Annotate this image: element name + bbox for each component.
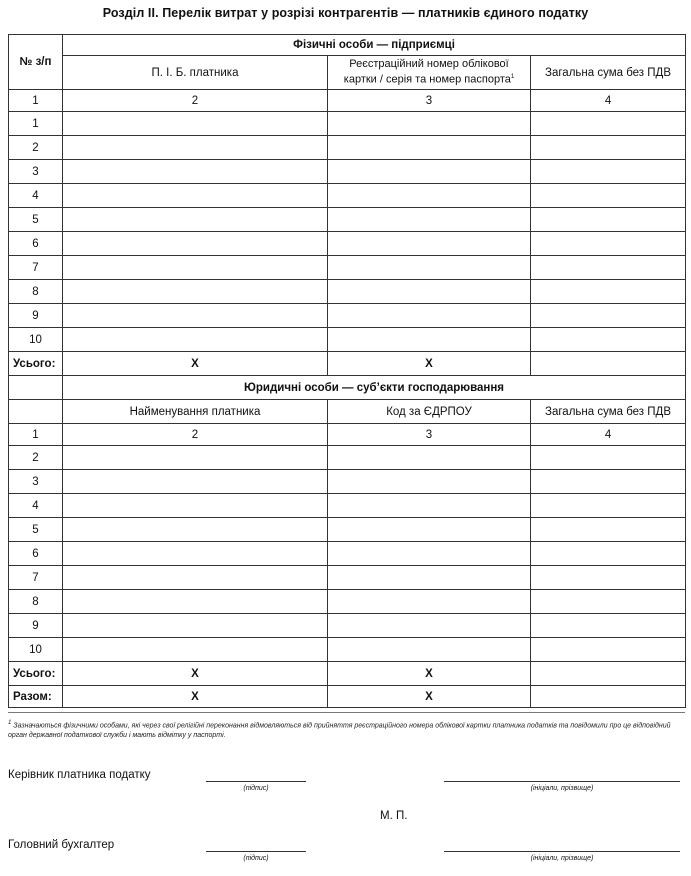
col-number-header: № з/п (9, 35, 63, 90)
sum-cell[interactable] (531, 112, 686, 136)
payer-cell[interactable] (63, 566, 328, 590)
row-number: 5 (9, 208, 63, 232)
row-number: 9 (9, 304, 63, 328)
payer-cell[interactable] (63, 494, 328, 518)
sum-cell[interactable] (531, 518, 686, 542)
accountant-signature-line[interactable] (206, 851, 306, 852)
edrpou-code-cell[interactable] (328, 518, 531, 542)
section2-title: Юридичні особи — суб’єкти господарювання (63, 376, 686, 400)
section1-total-row (9, 352, 686, 376)
grand-total-x-cell: Х (328, 686, 531, 708)
table-row (9, 470, 686, 494)
sum-cell[interactable] (531, 542, 686, 566)
sum-cell[interactable] (531, 638, 686, 662)
section2-index-row (9, 424, 686, 446)
table-row (9, 256, 686, 280)
edrpou-code-cell[interactable] (328, 566, 531, 590)
registration-number-cell[interactable] (328, 184, 531, 208)
row-number: 10 (9, 328, 63, 352)
sum-cell[interactable] (531, 614, 686, 638)
payer-cell[interactable] (63, 542, 328, 566)
edrpou-code-cell[interactable] (328, 614, 531, 638)
index-cell: 3 (328, 90, 531, 112)
payer-cell[interactable] (63, 232, 328, 256)
stamp-placeholder: М. П. (380, 810, 408, 822)
signature-caption: (підпис) (243, 785, 269, 792)
footnote (8, 718, 678, 741)
sum-cell[interactable] (531, 446, 686, 470)
grand-total-label: Разом: (9, 686, 63, 708)
row-number: 8 (9, 280, 63, 304)
grand-total-sum-cell[interactable] (531, 686, 686, 708)
row-number: 2 (9, 136, 63, 160)
grand-total-row (9, 686, 686, 708)
section1-header-row (9, 35, 686, 56)
table-row (9, 280, 686, 304)
row-number: 6 (9, 232, 63, 256)
sum-cell[interactable] (531, 470, 686, 494)
total-x-cell: Х (63, 662, 328, 686)
row-number: 8 (9, 590, 63, 614)
payer-cell[interactable] (63, 160, 328, 184)
index-cell: 4 (531, 90, 686, 112)
head-signature-line[interactable] (206, 781, 306, 782)
registration-number-cell[interactable] (328, 136, 531, 160)
payer-cell[interactable] (63, 518, 328, 542)
initials-caption: (ініціали, прізвище) (530, 855, 594, 862)
section2-number-cell (9, 400, 63, 424)
table-body (9, 35, 686, 708)
row-number: 2 (9, 446, 63, 470)
registration-number-cell[interactable] (328, 328, 531, 352)
sum-cell[interactable] (531, 136, 686, 160)
col-reg-line1: Реєстраційний номер облікової (349, 58, 509, 71)
section2-columns-row (9, 400, 686, 424)
row-number: 3 (9, 160, 63, 184)
index-cell: 2 (63, 424, 328, 446)
section2-header-row (9, 376, 686, 400)
col-total-sum-header: Загальна сума без ПДВ (531, 400, 686, 424)
registration-number-cell[interactable] (328, 304, 531, 328)
accountant-initials-line[interactable] (444, 851, 680, 852)
table-row (9, 590, 686, 614)
footnote-separator (8, 712, 685, 713)
payer-cell[interactable] (63, 280, 328, 304)
col-reg-line2: картки / серія та номер паспорта (343, 73, 511, 86)
edrpou-code-cell[interactable] (328, 446, 531, 470)
registration-number-cell[interactable] (328, 160, 531, 184)
row-number: 4 (9, 494, 63, 518)
sum-cell[interactable] (531, 304, 686, 328)
col-payer-name-header: П. І. Б. платника (63, 56, 328, 90)
table-row (9, 566, 686, 590)
sum-cell[interactable] (531, 208, 686, 232)
footnote-number: 1 (8, 720, 12, 726)
index-cell: 2 (63, 90, 328, 112)
table-row (9, 614, 686, 638)
payer-cell[interactable] (63, 256, 328, 280)
section1-title: Фізичні особи — підприємці (63, 35, 686, 56)
total-x-cell: Х (328, 352, 531, 376)
registration-number-cell[interactable] (328, 112, 531, 136)
edrpou-code-cell[interactable] (328, 494, 531, 518)
sum-cell[interactable] (531, 256, 686, 280)
payer-cell[interactable] (63, 614, 328, 638)
index-cell: 1 (9, 90, 63, 112)
row-number: 10 (9, 638, 63, 662)
row-number: 5 (9, 518, 63, 542)
table-row (9, 518, 686, 542)
section2-number-cell (9, 376, 63, 400)
head-signature-label: Керівник платника податку (8, 769, 151, 781)
payer-cell[interactable] (63, 208, 328, 232)
payer-cell[interactable] (63, 590, 328, 614)
row-number: 7 (9, 566, 63, 590)
section-title: Розділ ІІ. Перелік витрат у розрізі контрагентів — платників єдиного податку (102, 6, 589, 20)
sum-cell[interactable] (531, 232, 686, 256)
payer-cell[interactable] (63, 470, 328, 494)
table-row (9, 160, 686, 184)
signature-caption: (підпис) (243, 855, 269, 862)
total-x-cell: Х (328, 662, 531, 686)
index-cell: 3 (328, 424, 531, 446)
payer-cell[interactable] (63, 112, 328, 136)
edrpou-code-cell[interactable] (328, 638, 531, 662)
row-number: 9 (9, 614, 63, 638)
table-row (9, 328, 686, 352)
edrpou-code-cell[interactable] (328, 590, 531, 614)
total-sum-cell[interactable] (531, 352, 686, 376)
payer-cell[interactable] (63, 638, 328, 662)
registration-number-cell[interactable] (328, 208, 531, 232)
section1-columns-row (9, 56, 686, 90)
payer-cell[interactable] (63, 136, 328, 160)
footnote-mark: 1 (510, 74, 515, 81)
edrpou-code-cell[interactable] (328, 470, 531, 494)
table-row (9, 304, 686, 328)
payer-cell[interactable] (63, 304, 328, 328)
table-row (9, 112, 686, 136)
edrpou-code-cell[interactable] (328, 542, 531, 566)
sum-cell[interactable] (531, 494, 686, 518)
payer-cell[interactable] (63, 184, 328, 208)
registration-number-cell[interactable] (328, 280, 531, 304)
row-number: 4 (9, 184, 63, 208)
total-x-cell: Х (63, 352, 328, 376)
row-number: 6 (9, 542, 63, 566)
col-edrpou-code-header: Код за ЄДРПОУ (328, 400, 531, 424)
sum-cell[interactable] (531, 590, 686, 614)
payer-cell[interactable] (63, 328, 328, 352)
registration-number-cell[interactable] (328, 256, 531, 280)
index-cell: 4 (531, 424, 686, 446)
accountant-signature-label: Головний бухгалтер (8, 839, 115, 851)
counterparty-expenses-table (8, 34, 686, 708)
row-number: 3 (9, 470, 63, 494)
sum-cell[interactable] (531, 280, 686, 304)
initials-caption: (ініціали, прізвище) (530, 785, 594, 792)
col-total-sum-header: Загальна сума без ПДВ (531, 56, 686, 90)
table-row (9, 208, 686, 232)
table-row (9, 136, 686, 160)
table-row (9, 542, 686, 566)
index-cell: 1 (9, 424, 63, 446)
col-payer-name-header: Найменування платника (63, 400, 328, 424)
total-sum-cell[interactable] (531, 662, 686, 686)
total-label: Усього: (9, 352, 63, 376)
col-registration-number-header (328, 56, 531, 90)
sum-cell[interactable] (531, 328, 686, 352)
footnote-text: Зазначаються фізичними особами, які через свої релігійні переконання відмовляються від прийняття реєстраційного номера облікової картки платника податків та повідомили про це відповідний орган державної податкової служби і мають відмітку у паспорті. (8, 722, 671, 740)
sum-cell[interactable] (531, 184, 686, 208)
head-initials-line[interactable] (444, 781, 680, 782)
section2-total-row (9, 662, 686, 686)
grand-total-x-cell: Х (63, 686, 328, 708)
payer-cell[interactable] (63, 446, 328, 470)
table-row (9, 232, 686, 256)
row-number: 1 (9, 112, 63, 136)
table-row (9, 494, 686, 518)
table-row (9, 638, 686, 662)
section1-index-row (9, 90, 686, 112)
sum-cell[interactable] (531, 566, 686, 590)
total-label: Усього: (9, 662, 63, 686)
row-number: 7 (9, 256, 63, 280)
table-row (9, 446, 686, 470)
sum-cell[interactable] (531, 160, 686, 184)
registration-number-cell[interactable] (328, 232, 531, 256)
table-row (9, 184, 686, 208)
